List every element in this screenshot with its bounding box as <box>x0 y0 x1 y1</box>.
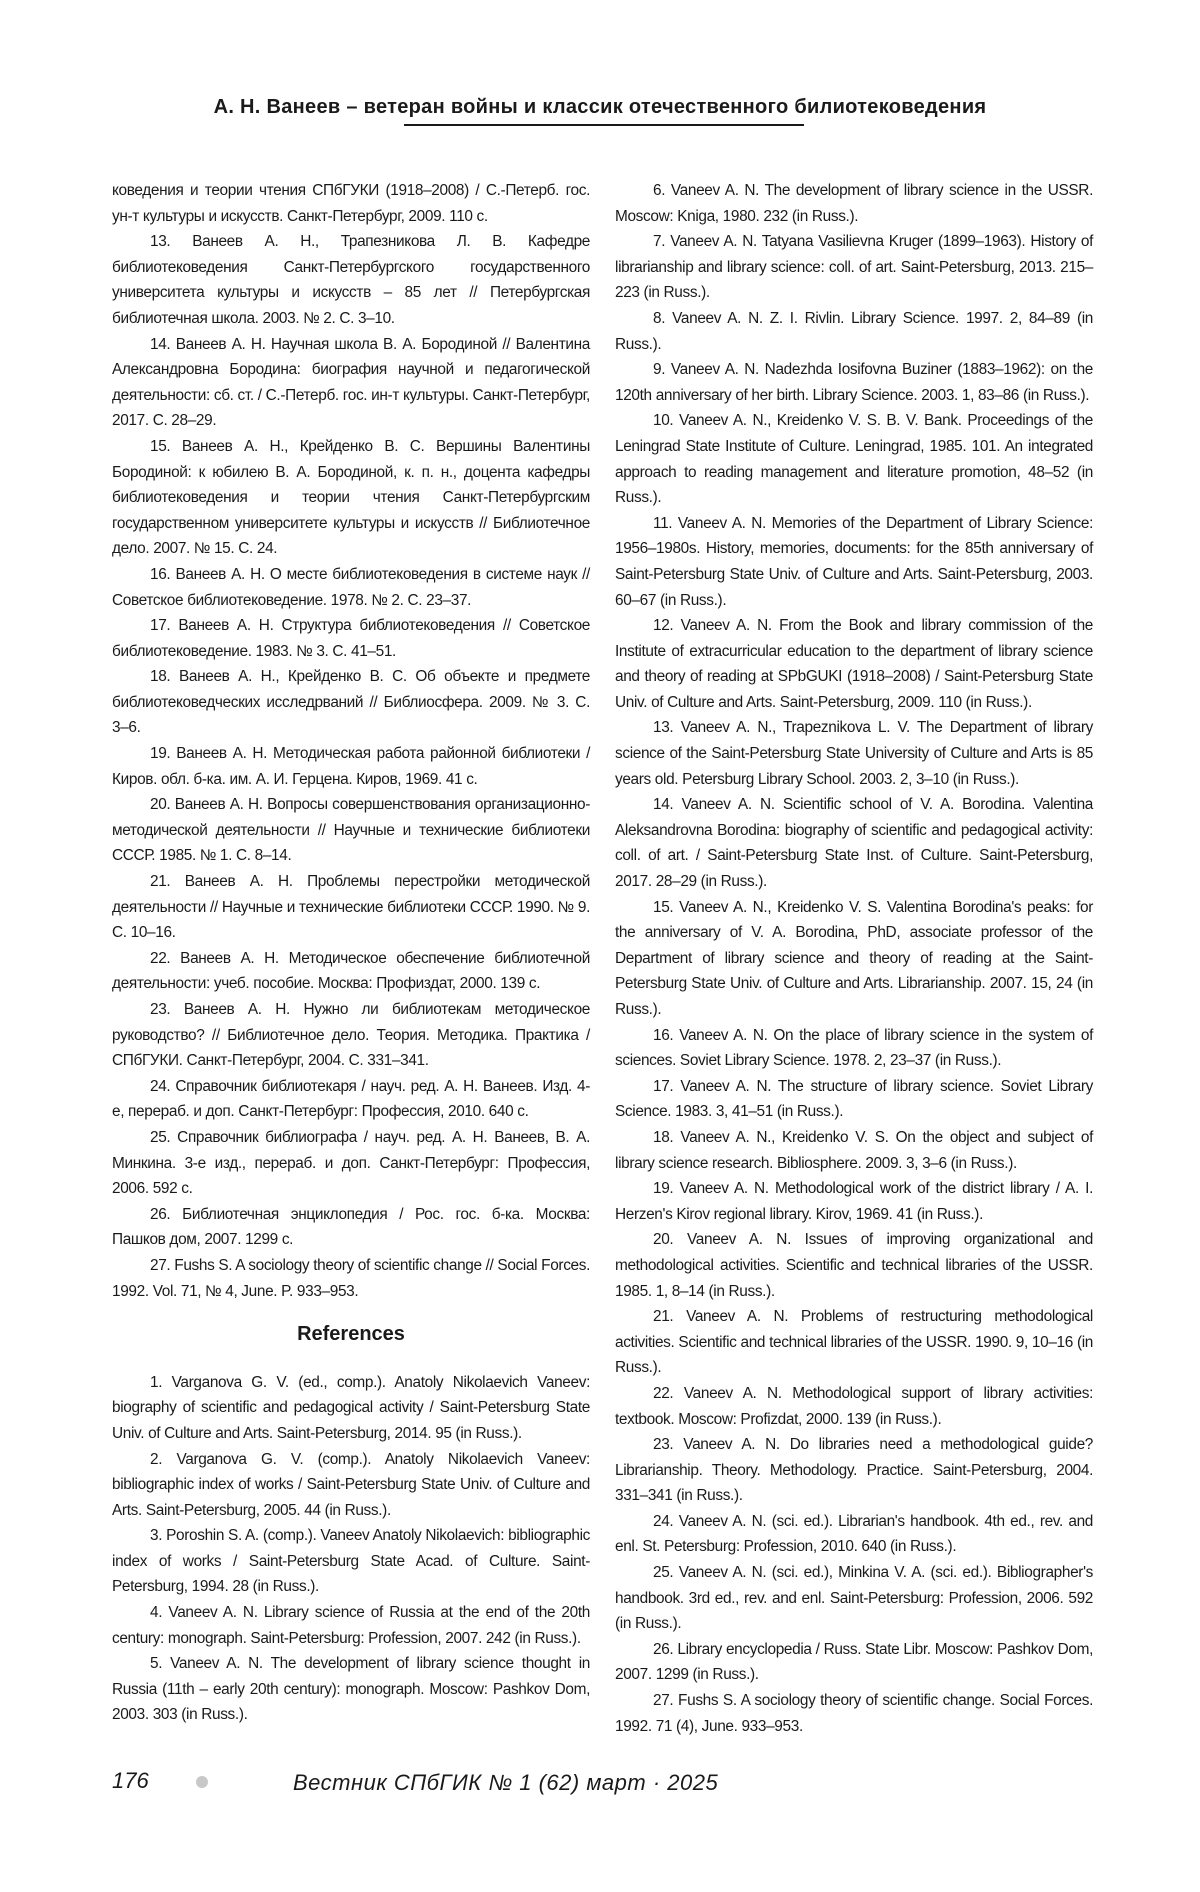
reference-en-20: 20. Vaneev A. N. Issues of improving organizational and methodological activities. Scientific and technical libraries of the USSR. 1985. 1, 8–14 (in Russ.). <box>615 1231 1093 1300</box>
reference-item-20: 20. Ванеев А. Н. Вопросы совершенствования организационно-методической деятельности // Научные и технические библиотеки СССР. 1985. № 1. С. 8–14. <box>112 796 590 865</box>
reference-en-13: 13. Vaneev A. N., Trapeznikova L. V. The Department of library science of the Saint-Petersburg State University of Culture and Arts is 85 years old. Petersburg Library School. 2003. 2, 3–10 (in Russ.). <box>615 719 1093 788</box>
reference-en-18: 18. Vaneev A. N., Kreidenko V. S. On the object and subject of library science research. Bibliosphere. 2009. 3, 3–6 (in Russ.). <box>615 1128 1093 1172</box>
reference-item-18: 18. Ванеев А. Н., Крейденко В. С. Об объекте и предмете библиотековедческих исследрваний // Библиосфера. 2009. № 3. С. 3–6. <box>112 668 590 737</box>
reference-item-23: 23. Ванеев А. Н. Нужно ли библиотекам методическое руководство? // Библиотечное дело. Теория. Методика. Практика / СПбГУКИ. Санкт-Петербург, 2004. С. 331–341. <box>112 1001 590 1070</box>
reference-en-1: 1. Varganova G. V. (ed., comp.). Anatoly Nikolaevich Vaneev: biography of scientific and pedagogical activity / Saint-Petersburg State Univ. of Culture and Arts. Saint-Petersburg, 2014. 95 (in Russ.). <box>112 1373 590 1442</box>
running-head <box>0 96 1200 119</box>
reference-en-12: 12. Vaneev A. N. From the Book and library commission of the Institute of extracurricular education to the department of library science and theory of reading at SPbGUKI (1918–2008) / Saint-Petersburg State Univ. of Culture and Arts. Saint-Petersburg, 2009. 110 (in Russ.). <box>615 617 1093 711</box>
reference-continuation: коведения и теории чтения СПбГУКИ (1918–2008) / С.-Петерб. гос. ун-т культуры и искусств. Санкт-Петербург, 2009. 110 с. <box>112 182 590 225</box>
left-column <box>112 178 590 1728</box>
footer-dot-icon <box>196 1776 208 1788</box>
reference-en-14: 14. Vaneev A. N. Scientific school of V. A. Borodina. Valentina Aleksandrovna Borodina: biography of scientific and pedagogical activity: coll. of art. / Saint-Petersburg State Inst. of Culture. Saint-Petersburg, 2017. 28–29 (in Russ.). <box>615 796 1093 891</box>
reference-item-21: 21. Ванеев А. Н. Проблемы перестройки методической деятельности // Научные и технические библиотеки СССР. 1990. № 9. С. 10–16. <box>112 873 590 942</box>
reference-item-15: 15. Ванеев А. Н., Крейденко В. С. Вершины Валентины Бородиной: к юбилею В. А. Бородиной, к. п. н., доцента кафедры библиотековедения и теории чтения Санкт-Петербургским государственном университете культуры и искусств // Библиотечное дело. 2007. № 15. С. 24. <box>112 437 590 558</box>
reference-item-14: 14. Ванеев А. Н. Научная школа В. А. Бородиной // Валентина Александровна Бородина: биография научной и педагогической деятельности: сб. ст. / С.-Петерб. гос. ин-т культуры. Санкт-Петербург, 2017. С. 28–29. <box>112 335 590 430</box>
journal-title: Вестник СПбГИК № 1 (62) март · 2025 <box>293 1770 719 1795</box>
reference-en-4: 4. Vaneev A. N. Library science of Russia at the end of the 20th century: monograph. Saint-Petersburg: Profession, 2007. 242 (in Russ.). <box>112 1604 590 1647</box>
page-title: А. Н. Ванеев – ветеран войны и классик отечественного билиотековедения <box>213 96 987 118</box>
references-heading: References <box>297 1323 405 1346</box>
reference-en-22: 22. Vaneev A. N. Methodological support of library activities: textbook. Moscow: Profizdat, 2000. 139 (in Russ.). <box>615 1384 1093 1428</box>
reference-en-24: 24. Vaneev A. N. (sci. ed.). Librarian's handbook. 4th ed., rev. and enl. St. Petersburg: Profession, 2010. 640 (in Russ.). <box>615 1512 1093 1556</box>
reference-en-16: 16. Vaneev A. N. On the place of library science in the system of sciences. Soviet Library Science. 1978. 2, 23–37 (in Russ.). <box>615 1026 1093 1070</box>
reference-en-9: 9. Vaneev A. N. Nadezhda Iosifovna Buziner (1883–1962): on the 120th anniversary of her birth. Library Science. 2003. 1, 83–86 (in Russ.). <box>615 361 1093 404</box>
reference-en-23: 23. Vaneev A. N. Do libraries need a methodological guide? Librarianship. Theory. Methodology. Practice. Saint-Petersburg, 2004. 331–341 (in Russ.). <box>615 1436 1093 1505</box>
reference-item-17: 17. Ванеев А. Н. Структура библиотековедения // Советское библиотековедение. 1983. № 3. С. 41–51. <box>112 617 590 660</box>
page-number: 176 <box>112 1768 149 1793</box>
reference-en-25: 25. Vaneev A. N. (sci. ed.), Minkina V. A. (sci. ed.). Bibliographer's handbook. 3rd ed., rev. and enl. Saint-Petersburg: Profession, 2006. 592 (in Russ.). <box>615 1564 1093 1633</box>
reference-item-19: 19. Ванеев А. Н. Методическая работа районной библиотеки / Киров. обл. б-ка. им. А. И. Герцена. Киров, 1969. 41 с. <box>112 745 590 788</box>
reference-item-26: 26. Библиотечная энциклопедия / Рос. гос. б-ка. Москва: Пашков дом, 2007. 1299 с. <box>112 1205 590 1249</box>
reference-en-21: 21. Vaneev A. N. Problems of restructuring methodological activities. Scientific and technical libraries of the USSR. 1990. 9, 10–16 (in Russ.). <box>615 1308 1093 1377</box>
reference-en-8: 8. Vaneev A. N. Z. I. Rivlin. Library Science. 1997. 2, 84–89 (in Russ.). <box>615 309 1093 353</box>
reference-en-19: 19. Vaneev A. N. Methodological work of the district library / A. I. Herzen's Kirov regional library. Kirov, 1969. 41 (in Russ.). <box>615 1180 1093 1223</box>
reference-en-6: 6. Vaneev A. N. The development of library science in the USSR. Moscow: Kniga, 1980. 232 (in Russ.). <box>615 182 1093 225</box>
reference-item-16: 16. Ванеев А. Н. О месте библиотековедения в системе наук // Советское библиотековедение. 1978. № 2. С. 23–37. <box>112 565 590 609</box>
reference-item-25: 25. Справочник библиографа / науч. ред. А. Н. Ванеев, В. А. Минкина. 3-е изд., перераб. и доп. Санкт-Петербург: Профессия, 2006. 592 с. <box>112 1128 590 1198</box>
reference-en-26: 26. Library encyclopedia / Russ. State Libr. Moscow: Pashkov Dom, 2007. 1299 (in Russ.). <box>615 1640 1093 1684</box>
reference-item-24: 24. Справочник библиотекаря / науч. ред. А. Н. Ванеев. Изд. 4-е, перераб. и доп. Санкт-Петербург: Профессия, 2010. 640 с. <box>112 1077 590 1121</box>
reference-item-27: 27. Fushs S. A sociology theory of scientific change // Social Forces. 1992. Vol. 71, № 4, June. P. 933–953. <box>112 1256 591 1300</box>
reference-en-5: 5. Vaneev A. N. The development of library science thought in Russia (11th – early 20th century): monograph. Moscow: Pashkov Dom, 2003. 303 (in Russ.). <box>112 1655 590 1724</box>
reference-en-7: 7. Vaneev A. N. Tatyana Vasilievna Kruger (1899–1963). History of librarianship and library science: coll. of art. Saint-Petersburg, 2013. 215–223 (in Russ.). <box>615 233 1093 302</box>
reference-item-13: 13. Ванеев А. Н., Трапезникова Л. В. Кафедре библиотековедения Санкт-Петербургского государственного университета культуры и искусств – 85 лет // Петербургская библиотечная школа. 2003. № 2. С. 3–10. <box>112 233 590 327</box>
right-column <box>615 178 1093 1739</box>
reference-en-3: 3. Poroshin S. A. (comp.). Vaneev Anatoly Nikolaevich: bibliographic index of works / Saint-Petersburg State Acad. of Culture. Saint-Petersburg, 1994. 28 (in Russ.). <box>112 1527 590 1596</box>
reference-en-10: 10. Vaneev A. N., Kreidenko V. S. B. V. Bank. Proceedings of the Leningrad State Institute of Culture. Leningrad, 1985. 101. An integrated approach to reading management and literature promotion, 48–52 (in Russ.). <box>615 412 1093 507</box>
reference-en-2: 2. Varganova G. V. (comp.). Anatoly Nikolaevich Vaneev: bibliographic index of works / Saint-Petersburg State Univ. of Culture and Arts. Saint-Petersburg, 2005. 44 (in Russ.). <box>112 1450 590 1519</box>
reference-item-22: 22. Ванеев А. Н. Методическое обеспечение библиотечной деятельности: учеб. пособие. Москва: Профиздат, 2000. 139 с. <box>112 949 590 993</box>
title-underline <box>404 124 804 126</box>
reference-en-17: 17. Vaneev A. N. The structure of library science. Soviet Library Science. 1983. 3, 41–51 (in Russ.). <box>615 1077 1093 1121</box>
reference-en-11: 11. Vaneev A. N. Memories of the Department of Library Science: 1956–1980s. History, memories, documents: for the 85th anniversary of Saint-Petersburg State Univ. of Culture and Arts. Saint-Petersburg, 2003. 60–67 (in Russ.). <box>615 514 1093 609</box>
page-footer <box>0 1768 1200 1808</box>
reference-en-15: 15. Vaneev A. N., Kreidenko V. S. Valentina Borodina's peaks: for the anniversary of V. A. Borodina, PhD, associate professor of the Department of library science and theory of reading at the Saint-Petersburg State Univ. of Culture and Arts. Librarianship. 2007. 15, 24 (in Russ.). <box>615 898 1093 1018</box>
reference-en-27: 27. Fushs S. A sociology theory of scientific change. Social Forces. 1992. 71 (4), June. 933–953. <box>615 1692 1093 1735</box>
